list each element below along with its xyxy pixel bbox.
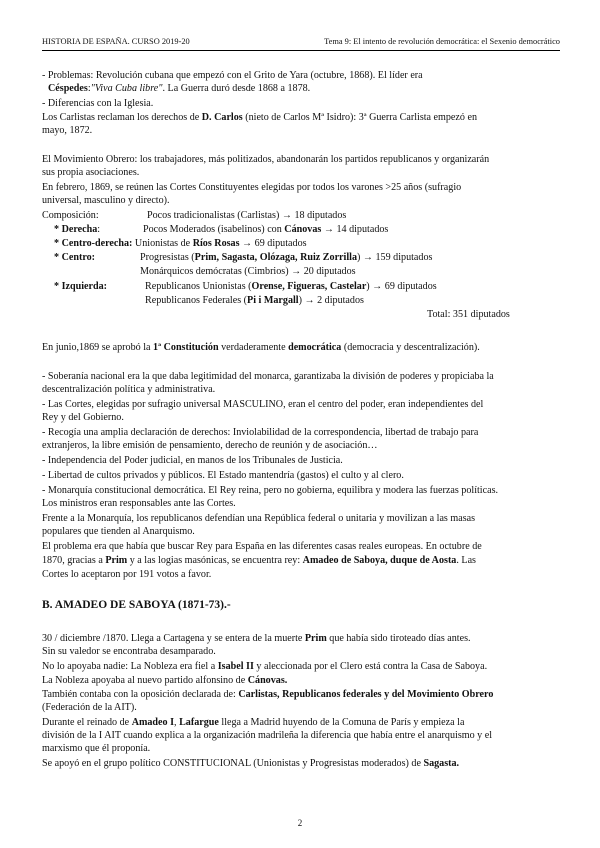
centro-entry-2: Monárquicos demócratas (Cimbrios) → 20 diputados [140, 266, 356, 277]
text-line: Se apoyó en el grupo político CONSTITUCIONAL (Unionistas y Progresistas moderados) de Sagasta. [42, 758, 460, 769]
text-line: Céspedes:"Viva Cuba libre". La Guerra duró desde 1868 a 1878. [48, 83, 311, 94]
text-line: populares que tienden al Anarquismo. [42, 526, 195, 537]
text-line: descentralización política y administrativa. [42, 384, 216, 395]
text-line: - Recogía una amplia declaración de derechos: Inviolabilidad de la correspondencia, libertad de trabajo para [42, 427, 479, 438]
text-line: En junio,1869 se aprobó la 1ª Constitución verdaderamente democrática (democracia y descentralización). [42, 342, 480, 353]
text-line: Durante el reinado de Amadeo I, Lafargue llega a Madrid huyendo de la Comuna de París y empieza la [42, 717, 465, 728]
text-line: - Las Cortes, elegidas por sufragio universal MASCULINO, eran el centro del poder, eran independientes del [42, 399, 484, 410]
text-line: El Movimiento Obrero: los trabajadores, más politizados, abandonarán los partidos republicanos y organizarán [42, 154, 490, 165]
text-line: Los Carlistas reclaman los derechos de D. Carlos (nieto de Carlos Mª Isidro): 3ª Guerra Carlista empezó en [42, 112, 477, 123]
text-line: - Independencia del Poder judicial, en manos de los Tribunales de Justicia. [42, 455, 343, 466]
text-line: Rey y del Gobierno. [42, 412, 124, 423]
composition-traditionalists: Pocos tradicionalistas (Carlistas) → 18 diputados [147, 210, 347, 221]
derecha-entry: Pocos Moderados (isabelinos) con Cánovas → 14 diputados [143, 224, 389, 235]
text-line: 30 / diciembre /1870. Llega a Cartagena y se entera de la muerte Prim que había sido tiroteado días antes. [42, 633, 471, 644]
text-line: Frente a la Monarquía, los republicanos defendían una República federal o unitaria y movilizan a las masas [42, 513, 476, 524]
text-line: marxismo que él proponía. [42, 743, 151, 754]
centro-derecha-entry: * Centro-derecha: Unionistas de Ríos Rosas → 69 diputados [54, 238, 307, 249]
centro-label: * Centro: [54, 252, 96, 263]
izquierda-entry: Republicanos Unionistas (Orense, Figueras, Castelar) → 69 diputados [145, 281, 437, 292]
izquierda-label: * Izquierda: [54, 281, 107, 292]
text-line: - Problemas: Revolución cubana que empezó con el Grito de Yara (octubre, 1868). El líder era [42, 70, 423, 81]
derecha-label: * Derecha: [54, 224, 101, 235]
text-line: extranjeros, la libre emisión de pensamiento, derecho de reunión y de asociación… [42, 440, 378, 451]
text-line: También contaba con la oposición declarada de: Carlistas, Republicanos federales y del Movimiento Obrero [42, 689, 494, 700]
page-number: 2 [297, 818, 303, 828]
section-heading: B. AMADEO DE SABOYA (1871-73).- [42, 599, 231, 611]
text-line: - Soberanía nacional era la que daba legitimidad del monarca, garantizaba la división de poderes y propiciaba la [42, 371, 494, 382]
composition-label: Composición: [42, 210, 99, 221]
text-line: Cortes lo aceptaron por 191 votos a favor. [42, 569, 212, 580]
total-deputies: Total: 351 diputados [427, 309, 510, 320]
text-line: (Federación de la AIT). [42, 702, 137, 713]
text-line: - Monarquía constitucional democrática. El Rey reina, pero no gobierna, equilibra y modera las fuerzas políticas. [42, 485, 499, 496]
text-line: división de la I AIT cuando explica a la organización madrileña la diferencia que había entre el anarquismo y el [42, 730, 493, 741]
text-line: universal, masculino y directo). [42, 195, 170, 206]
text-line: - Libertad de cultos privados y públicos. El Estado mantendría (gastos) el culto y al clero. [42, 470, 404, 481]
text-line: sus propia asociaciones. [42, 167, 140, 178]
page-header [42, 37, 560, 51]
header-course: HISTORIA DE ESPAÑA. CURSO 2019-20 [42, 37, 190, 46]
text-line: Sin su valedor se encontraba desamparado. [42, 646, 216, 657]
text-line: En febrero, 1869, se reúnen las Cortes Constituyentes elegidas por todos los varones >25 años (sufragio [42, 182, 462, 193]
centro-entry: Progresistas (Prim, Sagasta, Olózaga, Ruiz Zorrilla) → 159 diputados [140, 252, 433, 263]
text-line: Los ministros eran responsables ante las Cortes. [42, 498, 236, 509]
izquierda-entry-2: Republicanos Federales (Pi i Margall) → 2 diputados [145, 295, 364, 306]
text-line: mayo, 1872. [42, 125, 93, 136]
text-line: El problema era que había que buscar Rey para España en las diferentes casas reales europeas. En octubre de [42, 541, 482, 552]
text-line: No lo apoyaba nadie: La Nobleza era fiel a Isabel II y aleccionada por el Clero está contra la Casa de Saboya. [42, 661, 488, 672]
text-line: 1870, gracias a Prim y a las logias masónicas, se encuentra rey: Amadeo de Saboya, duque de Aosta. Las [42, 555, 476, 566]
text-line: - Diferencias con la Iglesia. [42, 98, 154, 109]
header-topic: Tema 9: El intento de revolución democrática: el Sexenio democrático [324, 37, 560, 46]
text-line: La Nobleza apoyaba al nuevo partido alfonsino de Cánovas. [42, 675, 288, 686]
